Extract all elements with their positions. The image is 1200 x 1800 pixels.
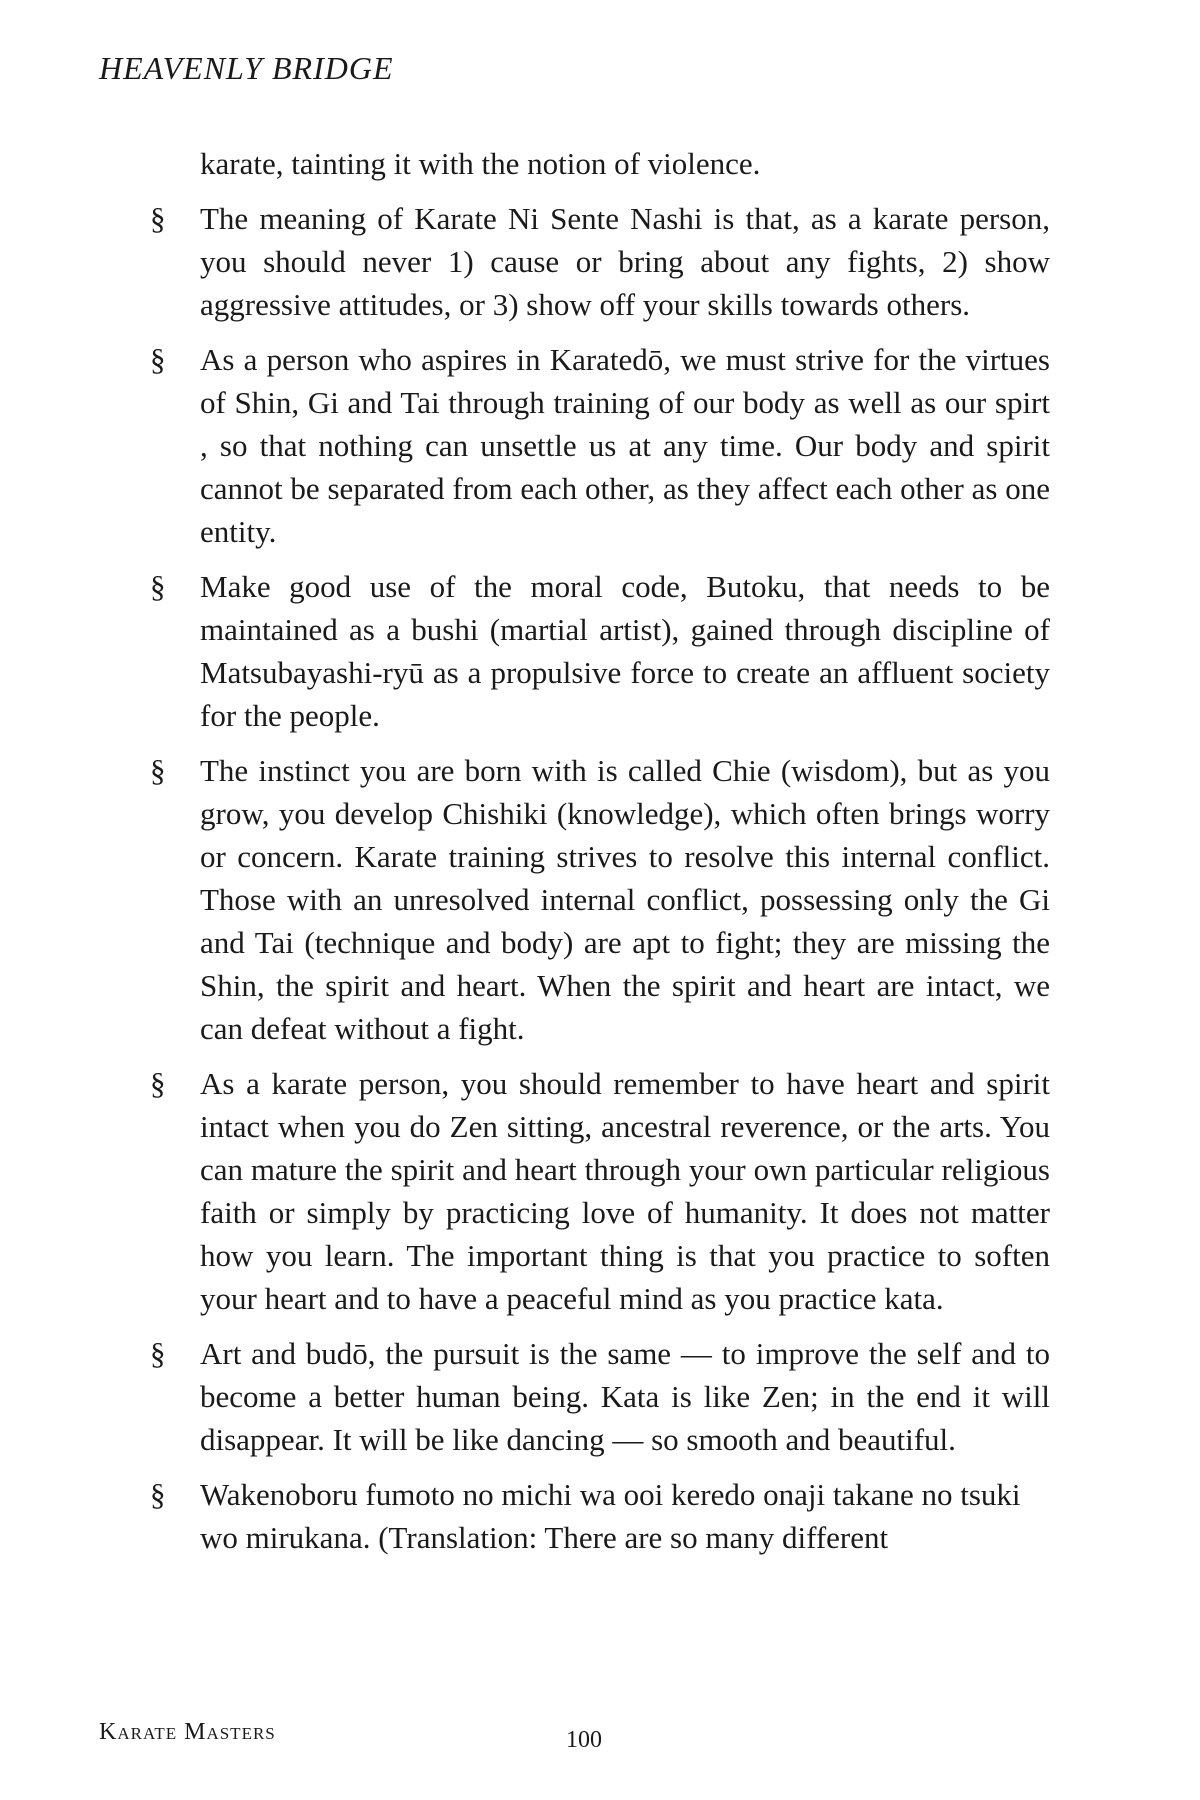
paragraph-text: Make good use of the moral code, Butoku, that needs to be maintained as a bushi (martial artist), gained through discipline of Matsubayashi-ryū as a propulsive force to create an affluent society for the people. xyxy=(200,569,1050,733)
paragraph-text: karate, tainting it with the notion of violence. xyxy=(200,146,761,181)
list-item xyxy=(0,749,1050,1050)
paragraph-text: Wakenoboru fumoto no michi wa ooi keredo onaji takane no tsuki wo mirukana. (Translation: There are so many different xyxy=(200,1477,1021,1555)
list-item xyxy=(0,1332,1050,1461)
paragraph-text: As a karate person, you should remember to have heart and spirit intact when you do Zen sitting, ancestral reverence, or the arts. You can mature the spirit and heart through your own particular religious faith or simply by practicing love of humanity. It does not matter how you learn. The important thing is that you practice to soften your heart and to have a peaceful mind as you practice kata. xyxy=(200,1066,1050,1316)
section-sign-bullet: § xyxy=(150,1066,166,1101)
list-item xyxy=(0,197,1050,326)
section-sign-bullet: § xyxy=(150,569,166,604)
list-item xyxy=(0,1062,1050,1320)
paragraph-text: As a person who aspires in Karatedō, we must strive for the virtues of Shin, Gi and Tai through training of our body as well as our spirt , so that nothing can unsettle us at any time. Our body and spirit cannot be separated from each other, as they affect each other as one entity. xyxy=(200,342,1050,549)
paragraph-text: The instinct you are born with is called Chie (wisdom), but as you grow, you develop Chishiki (knowledge), which often brings worry or concern. Karate training strives to resolve this internal conflict. Those with an unresolved internal conflict, possessing only the Gi and Tai (technique and body) are apt to fight; they are missing the Shin, the spirit and heart. When the spirit and heart are intact, we can defeat without a fight. xyxy=(200,753,1050,1046)
section-sign-bullet: § xyxy=(150,753,166,788)
section-sign-bullet: § xyxy=(150,1336,166,1371)
paragraph-text: The meaning of Karate Ni Sente Nashi is that, as a karate person, you should never 1) cause or bring about any fights, 2) show aggressive attitudes, or 3) show off your skills towards others. xyxy=(200,201,1050,322)
section-sign-bullet: § xyxy=(150,1477,166,1512)
list-item xyxy=(0,565,1050,737)
list-item xyxy=(0,1473,1050,1559)
section-sign-bullet: § xyxy=(150,342,166,377)
paragraph-continuation xyxy=(0,142,1050,185)
paragraph-text: Art and budō, the pursuit is the same — to improve the self and to become a better human being. Kata is like Zen; in the end it will disappear. It will be like dancing — so smooth and beautiful. xyxy=(200,1336,1050,1457)
section-sign-bullet: § xyxy=(150,201,166,236)
page-number: 100 xyxy=(566,1727,602,1753)
footer-book-title: Karate Masters xyxy=(99,1719,276,1745)
page-body xyxy=(0,142,1200,1571)
list-item xyxy=(0,338,1050,553)
running-head: HEAVENLY BRIDGE xyxy=(99,50,394,86)
